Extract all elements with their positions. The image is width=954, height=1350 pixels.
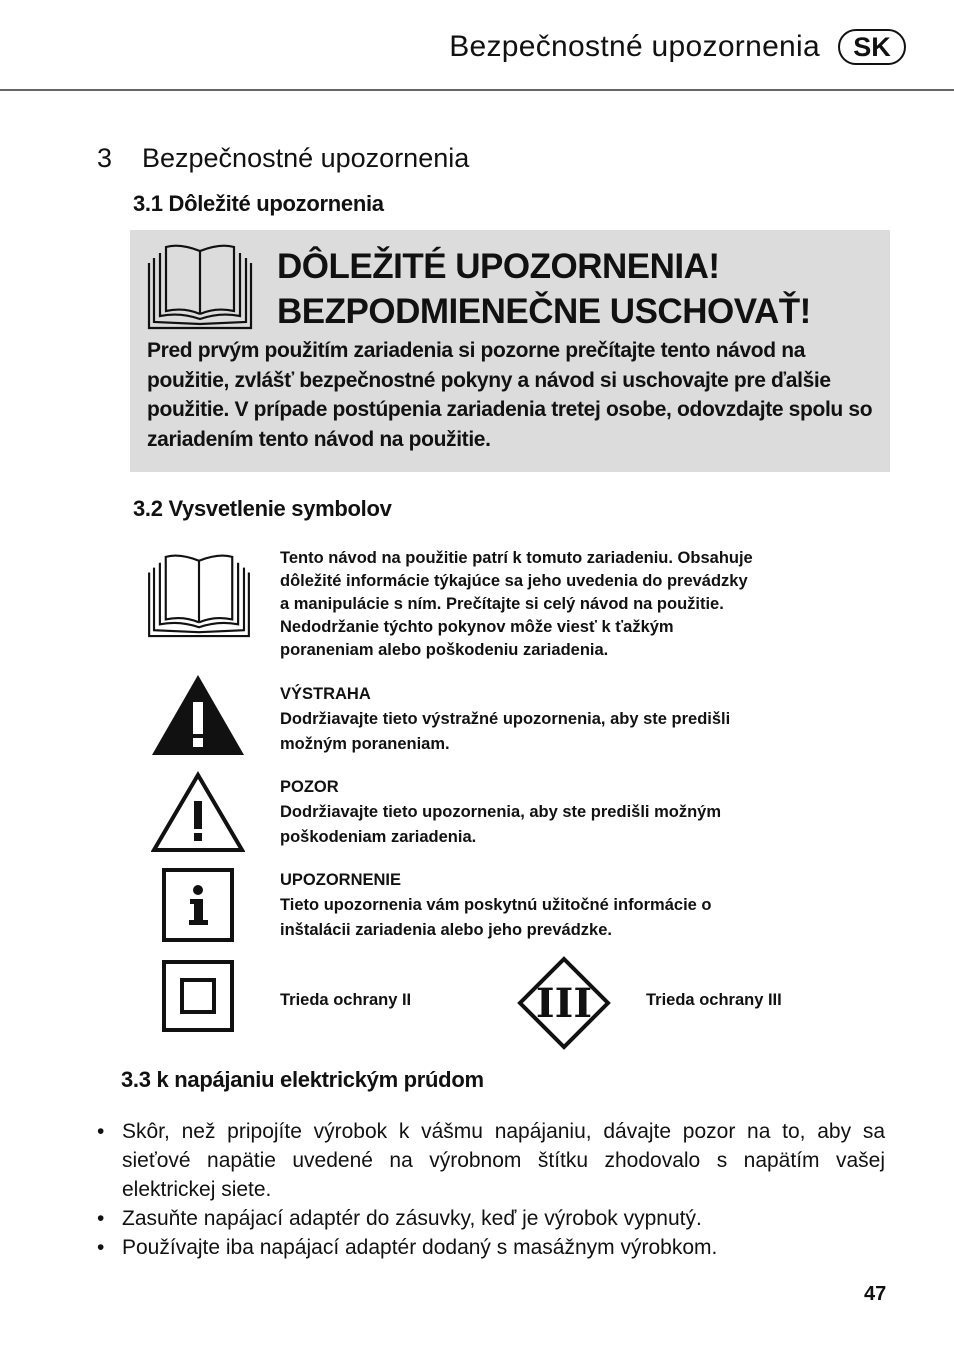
text-line: dôležité informácie týkajúce sa jeho uvedenia do prevádzky (280, 572, 748, 590)
protection-class-2-icon (162, 960, 234, 1032)
language-badge: SK (838, 29, 906, 65)
list-item (97, 1233, 885, 1262)
text-line: poraneniam alebo poškodeniu zariadenia. (280, 641, 609, 659)
protection-class-3-roman: III (535, 980, 593, 1027)
protection-class-2-label: Trieda ochrany II (280, 991, 412, 1009)
protection-class-3-icon (517, 956, 611, 1050)
notice-heading-line-2: BEZPODMIENEČNE USCHOVAŤ! (277, 292, 811, 331)
text-line: a manipulácie s ním. Prečítajte si celý návod na použitie. (280, 595, 724, 613)
symbol-caution-label: POZOR (280, 778, 339, 796)
text-line: poškodeniam zariadenia. (280, 828, 477, 846)
caution-outline-triangle-icon (151, 771, 245, 853)
section-number: 3 (97, 143, 113, 173)
info-box-icon (162, 868, 234, 942)
symbol-warning-description (280, 683, 730, 756)
bullet-marker: • (97, 1236, 105, 1259)
text-line: Tieto upozornenia vám poskytnú užitočné informácie o (280, 896, 712, 914)
manual-book-icon (146, 551, 252, 639)
bullet-marker: • (97, 1207, 105, 1230)
symbol-manual-description (280, 547, 753, 662)
text-line: Dodržiavajte tieto výstražné upozornenia, aby ste predišli (280, 710, 731, 728)
notice-heading-line-1: DÔLEŽITÉ UPOZORNENIA! (277, 247, 720, 286)
manual-book-icon (146, 241, 254, 331)
page-number: 47 (864, 1283, 887, 1305)
protection-class-3-label: Trieda ochrany III (646, 991, 782, 1009)
text-line: možným poraneniam. (280, 735, 450, 753)
bullet-marker: • (97, 1120, 105, 1143)
text-line: Nedodržanie týchto pokynov môže viesť k ťažkým (280, 618, 674, 636)
notice-heading (277, 244, 811, 334)
text-line: Dodržiavajte tieto upozornenia, aby ste predišli možným (280, 803, 722, 821)
section-title: Bezpečnostné upozornenia (142, 143, 470, 173)
symbol-caution-description (280, 776, 721, 849)
symbol-warning-label: VÝSTRAHA (280, 685, 371, 703)
warning-filled-triangle-icon (151, 674, 245, 756)
symbol-info-label: UPOZORNENIE (280, 871, 402, 889)
subsection-heading-3-1: 3.1 Dôležité upozornenia (133, 191, 384, 216)
subsection-heading-3-3: 3.3 k napájaniu elektrickým prúdom (121, 1067, 484, 1092)
text-line: Tento návod na použitie patrí k tomuto zariadeniu. Obsahuje (280, 549, 753, 567)
list-item (97, 1117, 885, 1204)
list-item-text: Používajte iba napájací adaptér dodaný s masážnym výrobkom. (122, 1236, 718, 1259)
header-divider (0, 89, 954, 91)
power-supply-bullet-list (97, 1117, 885, 1262)
list-item-text: Zasuňte napájací adaptér do zásuvky, keď je výrobok vypnutý. (122, 1207, 702, 1230)
text-line: inštalácii zariadenia alebo jeho prevádzke. (280, 921, 612, 939)
list-item (97, 1204, 885, 1233)
notice-text: Pred prvým použitím zariadenia si pozorne prečítajte tento návod na použitie, zvlášť bezpečnostné pokyny a návod si uschovajte pre ďalšie použitie. V prípade postúpenia zariadenia tretej osobe, odovzdajte spolu so zariadením tento návod na použitie. (147, 339, 873, 451)
subsection-heading-3-2: 3.2 Vysvetlenie symbolov (133, 496, 392, 521)
symbol-info-description (280, 869, 712, 942)
page-header-title: Bezpečnostné upozornenia (449, 30, 820, 63)
list-item-text: Skôr, než pripojíte výrobok k vášmu napájaniu, dávajte pozor na to, aby sa sieťové napätie uvedené na výrobnom štítku zhodovalo s napätím vašej elektrickej siete. (122, 1120, 885, 1201)
